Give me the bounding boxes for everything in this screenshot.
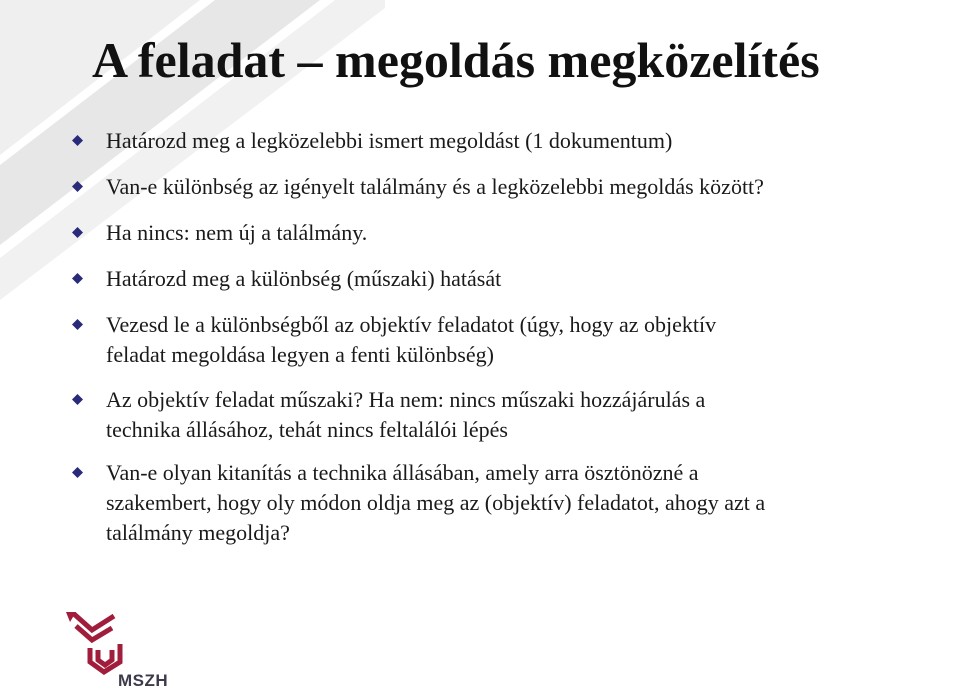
list-item xyxy=(72,218,960,248)
bullet-text: Határozd meg a legközelebbi ismert megoldást (1 dokumentum) xyxy=(106,128,673,153)
list-item xyxy=(72,126,960,156)
logo-text: MSZH xyxy=(118,671,169,690)
list-item xyxy=(72,264,960,294)
diamond-bullet-icon xyxy=(72,126,106,156)
bullet-text: Határozd meg a különbség (műszaki) hatását xyxy=(106,266,502,291)
list-item xyxy=(72,458,960,548)
slide-title: A feladat – megoldás megközelítés xyxy=(92,32,820,88)
diamond-bullet-icon xyxy=(72,264,106,294)
diamond-bullet-icon xyxy=(72,172,106,202)
list-item xyxy=(72,172,960,202)
list-item xyxy=(72,385,960,445)
diamond-bullet-icon xyxy=(72,218,106,248)
list-item xyxy=(72,310,960,370)
diamond-bullet-icon xyxy=(72,458,106,488)
diamond-bullet-icon xyxy=(72,310,106,340)
bullet-text: Van-e olyan kitanítás a technika állásában, amely arra ösztönözné a szakembert, hogy oly módon oldja meg az (objektív) feladatot, ahogy azt a találmány megoldja? xyxy=(106,460,766,545)
bullet-text: Van-e különbség az igényelt találmány és a legközelebbi megoldás között? xyxy=(106,174,764,199)
bullet-text: Vezesd le a különbségből az objektív feladatot (úgy, hogy az objektív feladat megoldása legyen a fenti különbség) xyxy=(106,312,717,367)
diamond-bullet-icon xyxy=(72,385,106,415)
bullet-text: Ha nincs: nem új a találmány. xyxy=(106,220,368,245)
bullet-text: Az objektív feladat műszaki? Ha nem: nincs műszaki hozzájárulás a technika állásához, tehát nincs feltalálói lépés xyxy=(106,387,706,442)
